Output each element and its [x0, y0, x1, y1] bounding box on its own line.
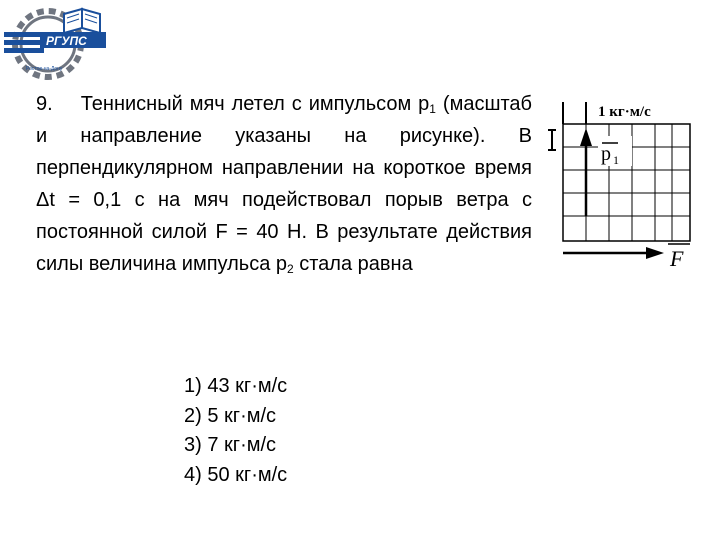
rgups-logo: [2, 2, 110, 84]
answer-option-4: 4) 50 кг·м/с: [184, 463, 288, 486]
answer-option-2: 2) 5 кг·м/с: [184, 404, 277, 427]
answer-list: [184, 372, 287, 490]
p1-vector-arrow: [580, 128, 592, 216]
p2-subscript: 2: [287, 262, 294, 276]
scale-label: 1 кг·м/с: [598, 104, 651, 120]
question-text-part2: (масштаб и направление указаны на рисунке). В перпендикулярном направлении на короткое время Δt = 0,1 с на мяч подействовал порыв ветра с постоянной силой F = 40 Н. В результате действия силы величина импульса p: [36, 93, 532, 275]
book-icon: [64, 9, 100, 33]
logo-ring-text: Ростов-на-Дону: [26, 66, 63, 72]
question-text-part1: Теннисный мяч летел с импульсом p: [80, 93, 430, 115]
answer-option-3: 3) 7 кг·м/с: [184, 434, 277, 456]
logo-text: РГУПС: [46, 34, 87, 48]
answer-option-1: 1) 43 кг·м/с: [184, 375, 288, 397]
vector-figure: [546, 96, 696, 276]
force-vector-arrow: [563, 247, 664, 259]
question-number: 9.: [36, 93, 53, 115]
scale-bracket: [563, 102, 586, 124]
question-text: [36, 88, 532, 280]
p1-label: p: [601, 143, 611, 165]
p1-label-sub: 1: [613, 153, 619, 167]
force-label: F: [670, 246, 684, 271]
question-text-part3: стала равна: [293, 253, 413, 275]
scale-marker: [548, 130, 556, 150]
p1-subscript: 1: [429, 102, 436, 116]
